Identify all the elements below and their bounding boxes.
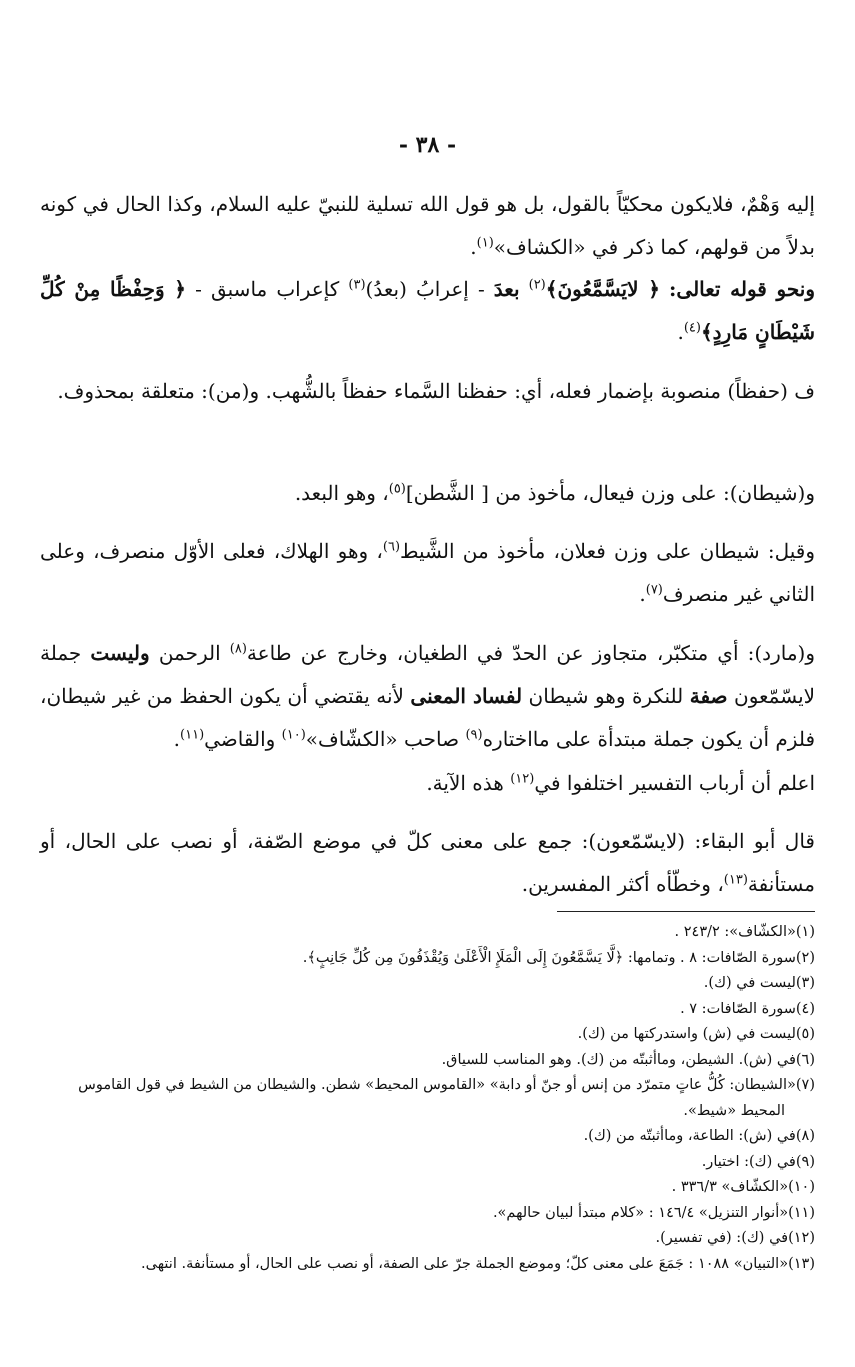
paragraph-text: ونحو قوله تعالى: [669,277,816,301]
paragraph-text: اعلم أن أرباب التفسير اختلفوا في [534,771,815,795]
paragraph-8 [40,820,815,906]
footnote-ref: (٨) [229,641,247,657]
paragraph-text: هذه الآية. [426,771,504,795]
footnote: (١٢)في (ك): (في تفسير). [655,1230,815,1246]
footnote: (٧)«الشيطان: كُلُّ عاتٍ متمرّد من إنس أو جنّ أو دابة» «القاموس المحيط» شطن. والشيطان من الشيط في قول القاموس المحيط «شيط». [78,1077,815,1119]
paragraph-text: إليه وَهْمٌ، فلايكون محكيّاً بالقول، بل هو قول الله تسلية للنبيّ عليه السلام، وكذا الحال في كونه بدلاً من قولهم، كما ذكر في «الكشاف» [40,192,815,259]
paragraph-text: صاحب «الكشّاف» [305,727,460,751]
footnotes [40,920,815,1277]
footnote-ref: (٩) [465,727,483,743]
paragraph-text: ، وهو الهلاك، فعلى الأوّل منصرف، وعلى الثاني غير منصرف [40,539,815,606]
footnote-ref: (١) [476,235,494,251]
footnote: (٦)في (ش). الشيطن، وماأثبتّه من (ك). وهو المناسب للسياق. [441,1051,815,1068]
footnote-ref: (١٢) [510,771,535,787]
paragraph-text: ، وهو البعد. [294,481,389,505]
paragraph-3: ف (حفظاً) منصوبة بإضمار فعله، أي: حفظنا السَّماء حفظاً بالشُّهب. و(من): متعلقة بمحذوف. [57,379,815,403]
paragraph-text: وقيل: شيطان على وزن فعلان، مأخوذ من الشَّيط [400,539,815,563]
footnote-ref: (١٣) [723,872,748,888]
footnote: (٢)سورة الصّافات: ٨ . وتمامها: ﴿لَّا يَسَّمَّعُونَ إِلَى الْمَلَإِ الْأَعْلَىٰ وَيُقْذَفُونَ مِن كُلِّ جَانِبٍ﴾. [302,949,815,966]
footnote: (١١)«أنوار التنزيل» ١٤٦/٤ : «كلام مبتدأ لبيان حالهم». [492,1204,815,1221]
paragraph-text: للنكرة وهو شيطان [528,684,684,708]
footnote-ref: (٤) [683,320,701,336]
footnote: (٥)ليست في (ش) واستدركتها من (ك). [577,1026,815,1042]
footnote-separator [557,911,815,912]
paragraph-text: و(مارد): أي متكبّر، متجاوز عن الحدّ في الطغيان، وخارج عن طاعة [246,641,816,665]
footnote-ref: (١٠) [281,727,306,743]
paragraph-text: - إعرابُ (بعدُ) [365,277,485,301]
page-number: - ٣٨ - [398,132,457,158]
footnote: (٨)في (ش): الطاعة، وماأثبتّه من (ك). [583,1128,815,1144]
paragraph-text: بعدَ [493,277,520,301]
paragraph-6: و(مارد): أي متكبّر، متجاوز عن الحدّ في الطغيان، وخارج عن طاعة$^{(٨)}$ الرحمن وليست جملة لايسّمّعون صفة للنكرة وهو شيطان لفساد المعنى لأنه يقتضي أن يكون الحفظ من غير شيطان، فلزم أن يكون جملة مبتدأة على مااختاره$^{(٩)}$ صاحب «الكشّاف»$^{(١٠)}$ والقاضي$^{(١١)}$. [40,641,816,751]
paragraph-7 [40,762,815,805]
paragraph-text: والقاضي [204,727,276,751]
paragraph-5: وقيل: شيطان على وزن فعلان، مأخوذ من الشَّيط$^{(٦)}$، وهو الهلاك، فعلى الأوّل منصرف، وعلى الثاني غير منصرف$^{(٧)}$. [40,539,815,606]
paragraph-4 [40,472,815,515]
paragraph-text: الرحمن [158,641,221,665]
footnote-ref: (٣) [348,277,366,293]
paragraph-text: صفة [689,684,728,708]
quran-quote: ﴿ وَحِفْظًا مِنْ كُلِّ شَيْطَانٍ مَارِدٍ﴾ [40,277,815,344]
footnote-ref: (١١) [180,727,205,743]
footnote: (١٣)«التبيان» ١٠٨٨ : جَمَعَ على معنى كلّ؛ وموضع الجملة جرّ على الصفة، أو نصب على الحال، أو مستأنفة. انتهى. [141,1255,815,1272]
footnote: (٤)سورة الصّافات: ٧ . [680,1000,815,1017]
footnote: (٣)ليست في (ك). [703,975,815,991]
paragraph-1: إليه وَهْمٌ، فلايكون محكيّاً بالقول، بل هو قول الله تسلية للنبيّ عليه السلام، وكذا الحال في كونه بدلاً من قولهم، كما ذكر في «الكشاف»$^{(١)}$. [40,192,815,259]
footnote-ref: (٢) [528,277,546,293]
paragraph-text: لأنه يقتضي أن يكون الحفظ من غير شيطان، فلزم أن يكون جملة مبتدأة على مااختاره [40,684,815,751]
paragraph-text: ، وخطّأه أكثر المفسرين. [521,872,724,896]
footnote-ref: (٥) [388,481,406,497]
footnote: (١٠)«الكشّاف» ٣٣٦/٣ . [671,1179,815,1195]
footnote: (١)«الكشّاف»: ٢٤٣/٢ . [674,924,815,940]
paragraph-text: جملة لايسّمّعون [40,641,816,708]
paragraph-text: وليست [90,641,150,665]
paragraph-text: و(شيطان): على وزن فيعال، مأخوذ من [ الشَّطن] [405,481,815,505]
paragraph-text: قال أبو البقاء: (لايسّمّعون): جمع على معنى كلّ في موضع الصّفة، أو نصب على الحال، أو مستأنفة [40,829,815,896]
footnote-ref: (٧) [645,582,663,598]
footnote: (٩)في (ك): اختيار. [701,1153,815,1170]
quran-quote: ﴿ لايَسَّمَّعُونَ﴾ [545,277,660,301]
footnote-ref: (٦) [382,539,401,555]
paragraph-text: كإعراب ماسبق - [195,277,340,301]
paragraph-text: لفساد المعنى [410,684,523,708]
paragraph-2: ونحو قوله تعالى: ﴿ لايَسَّمَّعُونَ﴾$^{(٢)}$ بعدَ - إعرابُ (بعدُ)$^{(٣)}$ كإعراب ماسبق - ﴿ وَحِفْظًا مِنْ كُلِّ شَيْطَانٍ مَارِدٍ﴾$^{(٤)}$. [40,277,816,344]
